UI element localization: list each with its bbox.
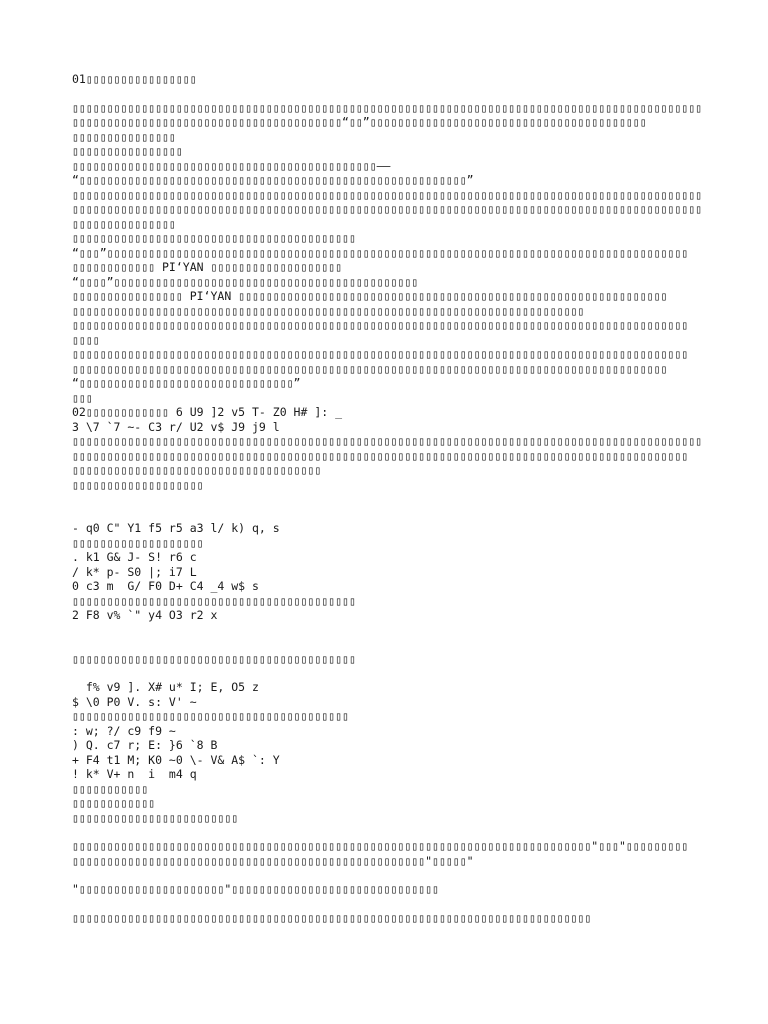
- text-line: ▯▯▯▯▯▯▯▯▯▯▯▯▯▯▯▯▯▯▯▯▯▯▯▯▯▯▯▯▯▯▯▯▯▯▯▯▯▯▯▯: [72, 709, 349, 723]
- text-line: ▯▯▯▯▯▯▯▯▯▯▯▯▯▯▯▯▯▯▯▯▯▯▯▯▯▯▯▯▯▯▯▯▯▯▯▯: [72, 463, 322, 477]
- text-line: ▯▯▯▯▯▯▯▯▯▯▯▯▯▯▯▯▯▯▯▯▯▯▯▯▯▯▯▯▯▯▯▯▯▯▯▯▯▯▯▯▯▯▯▯▯▯▯▯▯▯▯▯▯▯▯▯▯▯▯▯▯▯▯▯▯▯▯▯▯▯▯▯▯▯▯▯▯▯▯▯▯▯▯▯▯▯▯▯▯▯▯: [72, 100, 703, 115]
- text-line: : w; ?/ c9 f9 ~: [72, 723, 176, 738]
- text-line: - q0 C" Y1 f5 r5 a3 l/ k) q, s: [72, 521, 280, 535]
- text-line: “▯▯▯▯▯▯▯▯▯▯▯▯▯▯▯▯▯▯▯▯▯▯▯▯▯▯▯▯▯▯▯▯▯▯▯▯▯▯▯▯▯▯▯▯▯▯▯▯▯▯▯▯▯▯▯▯”: [72, 173, 474, 187]
- text-line: 02▯▯▯▯▯▯▯▯▯▯▯▯ 6 U9 ]2 v5 T- Z0 H# ]: _: [72, 405, 343, 419]
- text-line: 3 \7 `7 ~- C3 r/ U2 v$ J9 j9 l: [72, 419, 280, 434]
- text-line: ▯▯▯▯▯▯▯▯▯▯▯▯▯▯▯▯▯▯▯▯▯▯▯▯▯▯▯▯▯▯▯▯▯▯▯▯▯▯▯▯▯▯▯▯▯▯▯▯▯▯▯▯▯▯▯▯▯▯▯▯▯▯▯▯▯▯▯▯▯▯▯▯▯▯: [72, 303, 585, 318]
- text-line: ▯▯▯▯▯▯▯▯▯▯▯▯▯▯▯▯▯▯▯▯▯▯▯▯▯▯▯▯▯▯▯▯▯▯▯▯▯▯▯▯▯▯▯▯▯▯▯▯▯▯▯▯▯▯▯▯▯▯▯▯▯▯▯▯▯▯▯▯▯▯▯▯▯▯▯▯▯▯▯▯▯▯▯▯▯▯▯▯▯: [72, 318, 689, 332]
- text-line: ▯▯▯▯▯▯▯▯▯▯▯: [72, 781, 149, 796]
- text-line: “▯▯▯”▯▯▯▯▯▯▯▯▯▯▯▯▯▯▯▯▯▯▯▯▯▯▯▯▯▯▯▯▯▯▯▯▯▯▯▯▯▯▯▯▯▯▯▯▯▯▯▯▯▯▯▯▯▯▯▯▯▯▯▯▯▯▯▯▯▯▯▯▯▯▯▯▯▯▯▯▯▯▯▯▯▯▯▯: [72, 245, 689, 260]
- text-line: ▯▯▯▯: [72, 332, 100, 347]
- paragraph-gap: [72, 897, 712, 911]
- text-line: ! k* V+ n i m4 q: [72, 767, 197, 781]
- text-line: $ \0 P0 V. s: V' ~: [72, 694, 197, 709]
- document-body: [72, 72, 712, 925]
- text-line: ▯▯▯▯▯▯▯▯▯▯▯▯▯▯▯▯▯▯▯▯▯▯▯▯▯▯▯▯▯▯▯▯▯▯▯▯▯▯▯▯▯: [72, 231, 356, 245]
- text-line: + F4 t1 M; K0 ~0 \- V& A$ `: Y: [72, 752, 280, 767]
- text-line: ▯▯▯▯▯▯▯▯▯▯▯▯ PI‘YAN ▯▯▯▯▯▯▯▯▯▯▯▯▯▯▯▯▯▯▯: [72, 260, 343, 274]
- text-line: ▯▯▯▯▯▯▯▯▯▯▯▯▯▯▯▯▯▯▯▯▯▯▯▯▯▯▯▯▯▯▯▯▯▯▯▯▯▯▯▯▯▯▯▯▯▯▯▯▯▯▯▯▯▯▯▯▯▯▯▯▯▯▯▯▯▯▯▯▯▯▯▯▯▯▯▯▯▯▯▯▯▯▯▯▯▯▯▯▯: [72, 347, 689, 361]
- paragraph-gap: [72, 825, 712, 839]
- paragraph-gap: [72, 666, 712, 680]
- text-line: ▯▯▯▯▯▯▯▯▯▯▯▯▯▯▯▯▯▯▯▯▯▯▯▯▯▯▯▯▯▯▯▯▯▯▯▯▯▯▯▯▯▯▯▯▯▯▯▯▯▯▯▯▯▯▯▯▯▯▯▯▯▯▯▯▯▯▯▯▯▯▯▯▯▯▯"▯▯▯"▯▯▯▯▯▯▯▯▯: [72, 839, 689, 853]
- text-line: ▯▯▯▯▯▯▯▯▯▯▯▯▯▯▯▯▯▯▯▯▯▯▯▯▯▯▯▯▯▯▯▯▯▯▯▯▯▯▯▯▯▯▯▯▯▯▯▯▯▯▯▯▯▯▯▯▯▯▯▯▯▯▯▯▯▯▯▯▯▯▯▯▯▯▯▯▯▯▯▯▯▯▯▯▯▯▯▯▯: [72, 448, 689, 463]
- text-line: “▯▯▯▯”▯▯▯▯▯▯▯▯▯▯▯▯▯▯▯▯▯▯▯▯▯▯▯▯▯▯▯▯▯▯▯▯▯▯▯▯▯▯▯▯▯▯▯▯: [72, 274, 419, 289]
- text-line: ▯▯▯▯▯▯▯▯▯▯▯▯▯▯▯▯▯▯▯▯▯▯▯▯▯▯▯▯▯▯▯▯▯▯▯▯▯▯▯▯▯▯▯▯——: [72, 158, 391, 173]
- text-line: f% v9 ]. X# u* I; E, O5 z: [72, 680, 259, 694]
- text-line: ▯▯▯▯▯▯▯▯▯▯▯▯▯▯▯▯: [72, 144, 183, 158]
- text-line: ▯▯▯▯▯▯▯▯▯▯▯▯▯▯▯▯▯▯▯▯▯▯▯▯▯▯▯▯▯▯▯▯▯▯▯▯▯▯▯▯▯▯▯▯▯▯▯▯▯▯▯"▯▯▯▯▯": [72, 853, 474, 868]
- text-line: ▯▯▯▯▯▯▯▯▯▯▯▯▯▯▯▯▯▯▯▯▯▯▯▯▯▯▯▯▯▯▯▯▯▯▯▯▯▯▯▯▯▯▯▯▯▯▯▯▯▯▯▯▯▯▯▯▯▯▯▯▯▯▯▯▯▯▯▯▯▯▯▯▯▯▯▯▯▯▯▯▯▯▯▯▯▯▯▯▯▯▯: [72, 434, 703, 448]
- text-line: ▯▯▯▯▯▯▯▯▯▯▯▯▯▯▯: [72, 216, 176, 231]
- text-line: ▯▯▯▯▯▯▯▯▯▯▯▯▯▯▯▯▯▯▯▯▯▯▯▯▯▯▯▯▯▯▯▯▯▯▯▯▯▯▯▯▯: [72, 651, 356, 666]
- paragraph-gap: [72, 87, 712, 101]
- text-line: “▯▯▯▯▯▯▯▯▯▯▯▯▯▯▯▯▯▯▯▯▯▯▯▯▯▯▯▯▯▯▯”: [72, 376, 301, 390]
- text-line: ▯▯▯▯▯▯▯▯▯▯▯▯▯▯▯▯▯▯▯▯▯▯▯▯: [72, 810, 239, 825]
- text-line: ▯▯▯▯▯▯▯▯▯▯▯▯: [72, 796, 156, 810]
- text-line: / k* p- S0 |; i7 L: [72, 564, 197, 579]
- text-line: ▯▯▯▯▯▯▯▯▯▯▯▯▯▯▯▯▯▯▯▯▯▯▯▯▯▯▯▯▯▯▯▯▯▯▯▯▯▯▯“▯▯”▯▯▯▯▯▯▯▯▯▯▯▯▯▯▯▯▯▯▯▯▯▯▯▯▯▯▯▯▯▯▯▯▯▯▯▯▯▯▯▯: [72, 115, 647, 129]
- text-line: ▯▯▯▯▯▯▯▯▯▯▯▯▯▯▯▯▯▯▯▯▯▯▯▯▯▯▯▯▯▯▯▯▯▯▯▯▯▯▯▯▯▯▯▯▯▯▯▯▯▯▯▯▯▯▯▯▯▯▯▯▯▯▯▯▯▯▯▯▯▯▯▯▯▯▯▯▯▯▯▯▯▯▯▯▯▯: [72, 361, 668, 376]
- text-line: 2 F8 v% `" y4 O3 r2 x: [72, 608, 218, 622]
- text-line: "▯▯▯▯▯▯▯▯▯▯▯▯▯▯▯▯▯▯▯▯▯"▯▯▯▯▯▯▯▯▯▯▯▯▯▯▯▯▯▯▯▯▯▯▯▯▯▯▯▯▯▯: [72, 882, 439, 896]
- text-line: ▯▯▯▯▯▯▯▯▯▯▯▯▯▯▯▯▯▯▯: [72, 477, 204, 492]
- text-line: 0 c3 m G/ F0 D+ C4 _4 w$ s: [72, 579, 259, 593]
- text-line: ▯▯▯▯▯▯▯▯▯▯▯▯▯▯▯▯▯▯▯▯▯▯▯▯▯▯▯▯▯▯▯▯▯▯▯▯▯▯▯▯▯▯▯▯▯▯▯▯▯▯▯▯▯▯▯▯▯▯▯▯▯▯▯▯▯▯▯▯▯▯▯▯▯▯▯▯▯▯▯▯▯▯▯▯▯▯▯▯▯▯▯: [72, 202, 703, 216]
- text-line: ▯▯▯▯▯▯▯▯▯▯▯▯▯▯▯▯▯▯▯▯▯▯▯▯▯▯▯▯▯▯▯▯▯▯▯▯▯▯▯▯▯▯▯▯▯▯▯▯▯▯▯▯▯▯▯▯▯▯▯▯▯▯▯▯▯▯▯▯▯▯▯▯▯▯▯: [72, 910, 592, 925]
- text-line: ▯▯▯▯▯▯▯▯▯▯▯▯▯▯▯▯ PI‘YAN ▯▯▯▯▯▯▯▯▯▯▯▯▯▯▯▯▯▯▯▯▯▯▯▯▯▯▯▯▯▯▯▯▯▯▯▯▯▯▯▯▯▯▯▯▯▯▯▯▯▯▯▯▯▯▯▯▯▯▯▯▯▯: [72, 289, 668, 303]
- paragraph-gap: [72, 623, 712, 652]
- text-line: ▯▯▯▯▯▯▯▯▯▯▯▯▯▯▯: [72, 129, 176, 144]
- paragraph-gap: [72, 868, 712, 882]
- text-line: ▯▯▯▯▯▯▯▯▯▯▯▯▯▯▯▯▯▯▯: [72, 535, 204, 550]
- paragraph-gap: [72, 492, 712, 521]
- text-line: ▯▯▯▯▯▯▯▯▯▯▯▯▯▯▯▯▯▯▯▯▯▯▯▯▯▯▯▯▯▯▯▯▯▯▯▯▯▯▯▯▯: [72, 593, 356, 608]
- text-line: ▯▯▯▯▯▯▯▯▯▯▯▯▯▯▯▯▯▯▯▯▯▯▯▯▯▯▯▯▯▯▯▯▯▯▯▯▯▯▯▯▯▯▯▯▯▯▯▯▯▯▯▯▯▯▯▯▯▯▯▯▯▯▯▯▯▯▯▯▯▯▯▯▯▯▯▯▯▯▯▯▯▯▯▯▯▯▯▯▯▯▯: [72, 187, 703, 202]
- text-line: 01▯▯▯▯▯▯▯▯▯▯▯▯▯▯▯▯: [72, 72, 197, 86]
- text-line: ) Q. c7 r; E: }6 `8 B: [72, 738, 218, 752]
- text-line: . k1 G& J- S! r6 c: [72, 550, 197, 564]
- text-line: ▯▯▯: [72, 390, 93, 405]
